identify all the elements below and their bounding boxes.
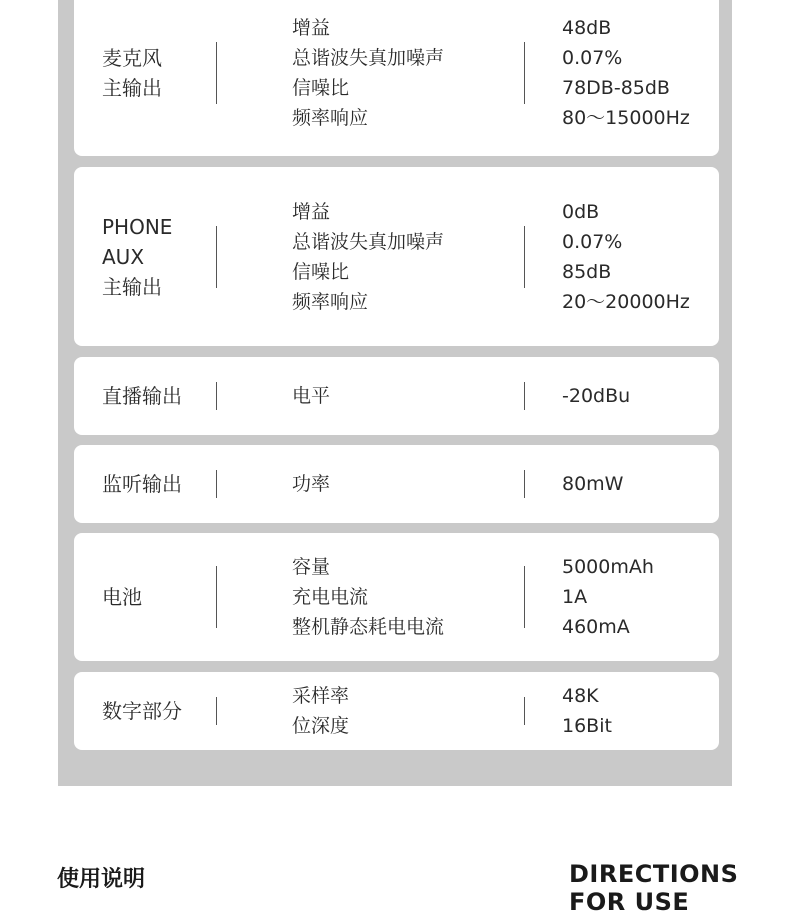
spec-group-label	[102, 0, 162, 156]
param-value: 20～20000Hz	[562, 290, 690, 313]
spec-card-phone-aux-output	[74, 167, 719, 346]
group-label-line: 麦克风	[102, 46, 162, 70]
param-value: 460mA	[562, 616, 630, 638]
column-divider	[216, 42, 217, 104]
spec-card-digital	[74, 672, 719, 750]
param-label: 位深度	[292, 715, 350, 737]
column-divider	[216, 382, 217, 410]
column-divider	[216, 697, 217, 725]
param-label: 频率响应	[292, 290, 369, 313]
param-value: 78DB-85dB	[562, 77, 670, 99]
spec-params	[292, 357, 330, 435]
spec-values	[562, 533, 654, 661]
param-value: 80mW	[562, 473, 624, 495]
directions-title-en	[569, 860, 749, 916]
directions-title-en-line: FOR USE	[569, 888, 690, 916]
column-divider	[524, 470, 525, 498]
spec-group-label	[102, 167, 172, 346]
param-value: 1A	[562, 586, 588, 608]
group-label-line: AUX	[102, 244, 145, 269]
group-label-line: 主输出	[102, 274, 162, 299]
column-divider	[524, 566, 525, 628]
spec-group-label	[102, 533, 142, 661]
param-value: 0dB	[562, 200, 600, 223]
param-label: 电平	[292, 385, 331, 407]
spec-card-live-output	[74, 357, 719, 435]
spec-group-label	[102, 672, 182, 750]
group-label-line: 监听输出	[102, 472, 182, 496]
spec-values	[562, 167, 690, 346]
column-divider	[216, 470, 217, 498]
param-label: 容量	[292, 556, 331, 578]
param-value: 48dB	[562, 17, 612, 39]
spec-values	[562, 0, 690, 156]
spec-group-label	[102, 357, 182, 435]
column-divider	[524, 382, 525, 410]
param-value: -20dBu	[562, 385, 631, 407]
param-value: 85dB	[562, 260, 612, 283]
spec-card-monitor-output	[74, 445, 719, 523]
group-label-line: 直播输出	[102, 384, 182, 408]
spec-values	[562, 357, 630, 435]
param-label: 增益	[292, 200, 331, 223]
param-label: 功率	[292, 473, 331, 495]
column-divider	[524, 226, 525, 288]
spec-params	[292, 533, 444, 661]
spec-params	[292, 445, 330, 523]
group-label-line: PHONE	[102, 214, 173, 239]
param-label: 增益	[292, 17, 331, 39]
column-divider	[524, 697, 525, 725]
param-label: 整机静态耗电电流	[292, 616, 445, 638]
param-value: 80～15000Hz	[562, 107, 690, 129]
param-value: 0.07%	[562, 47, 623, 69]
spec-params	[292, 672, 349, 750]
spec-params	[292, 0, 444, 156]
param-label: 充电电流	[292, 586, 369, 608]
param-label: 总谐波失真加噪声	[292, 230, 445, 253]
param-label: 信噪比	[292, 260, 350, 283]
param-label: 总谐波失真加噪声	[292, 47, 445, 69]
param-value: 16Bit	[562, 715, 612, 737]
directions-title-cn: 使用说明	[57, 867, 146, 892]
group-label-line: 数字部分	[102, 699, 182, 723]
group-label-line: 主输出	[102, 76, 162, 100]
spec-params	[292, 167, 444, 346]
param-label: 信噪比	[292, 77, 350, 99]
column-divider	[216, 566, 217, 628]
param-value: 5000mAh	[562, 556, 654, 578]
spec-values	[562, 445, 623, 523]
spec-group-label	[102, 445, 182, 523]
column-divider	[524, 42, 525, 104]
param-label: 采样率	[292, 685, 350, 707]
param-label: 频率响应	[292, 107, 369, 129]
directions-title-en-line: DIRECTIONS	[569, 860, 739, 888]
spec-values	[562, 672, 612, 750]
column-divider	[216, 226, 217, 288]
spec-card-mic-main-output	[74, 0, 719, 156]
spec-card-battery	[74, 533, 719, 661]
param-value: 48K	[562, 685, 599, 707]
group-label-line: 电池	[102, 585, 142, 609]
param-value: 0.07%	[562, 230, 623, 253]
